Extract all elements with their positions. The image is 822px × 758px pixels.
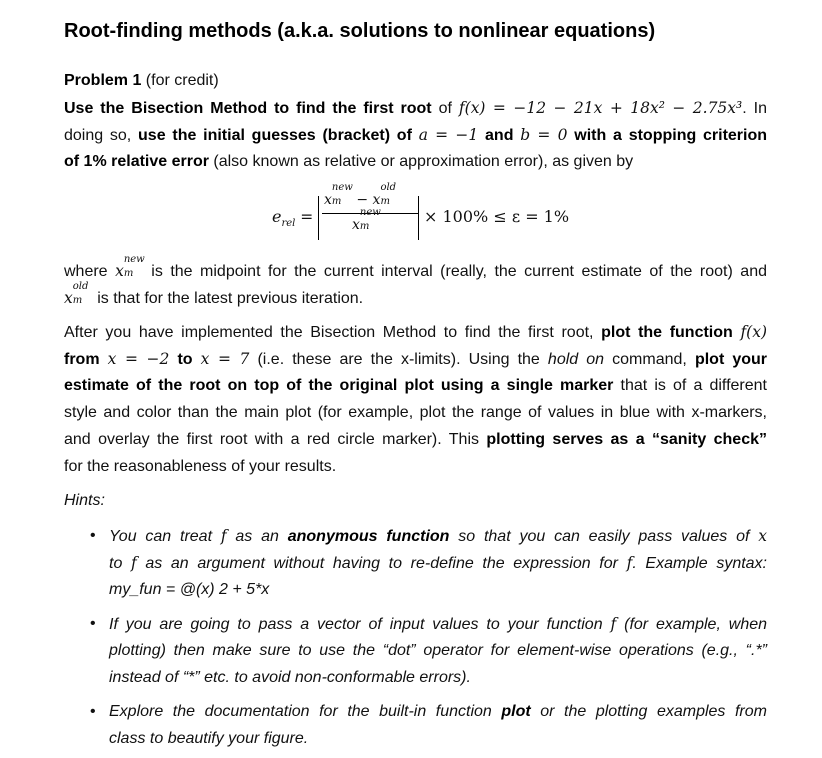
problem-heading-bold: Problem 1 (64, 72, 142, 89)
problem-line3-text: (also known as relative or approximation error), as given by (208, 153, 634, 170)
hints-label: Hints: (64, 492, 105, 509)
hint-3-line-2: class to beautify your figure. (109, 730, 309, 747)
problem-line-3 (64, 153, 633, 171)
problem-line3-bold: of 1% relative error (64, 153, 209, 170)
para2-line-1: After you have implemented the Bisection Method to find the first root, plot the function f(x) (64, 323, 768, 341)
para2-line-4: style and color than the main plot (for example, plot the range of values in blue with x-markers, (64, 404, 767, 421)
para2-line-6: for the reasonableness of your results. (64, 458, 337, 475)
bullet-1: • (90, 527, 96, 544)
where-line-1 (64, 254, 768, 281)
problem-line2-bold3: with a stopping criterion (574, 127, 768, 144)
abs-bar-left (318, 196, 319, 240)
equation-lhs: $e_{rel}$ = (272, 207, 314, 230)
hint-2-line-3: instead of “*” etc. to avoid non-conformable errors). (109, 669, 471, 686)
problem-line2-bold1: use the initial guesses (bracket) of (138, 127, 412, 144)
problem-line-1 (64, 99, 767, 118)
bullet-2: • (90, 615, 96, 632)
hint-2-line-1: If you are going to pass a vector of input values to your function f (for example, when (109, 615, 768, 633)
bracket-a: a = −1 (418, 126, 479, 144)
hint-3-line-1: Explore the documentation for the built-in function plot or the plotting examples from (109, 703, 767, 720)
hint-2-line-2: plotting) then make sure to use the “dot” operator for element-wise operations (e.g., “.*” (109, 642, 767, 659)
problem-line1-bold: Use the Bisection Method to find the first root (64, 100, 432, 117)
x-new-symbol: x new m (115, 254, 145, 280)
problem-heading (64, 72, 219, 90)
where-line1-a: where (64, 263, 116, 280)
abs-bar-right (418, 196, 419, 240)
function-expression: f(x) = −12 − 21x + 18x² − 2.75x³ (458, 99, 743, 117)
para2-line-3: estimate of the root on top of the original plot using a single marker that is of a different (64, 377, 767, 394)
hint-1-line-2: to f as an argument without having to re-define the expression for f. Example syntax: (109, 554, 768, 572)
problem-line2-pre: doing so, (64, 127, 139, 144)
bullet-3: • (90, 703, 96, 720)
para2-line-5: and overlay the first root with a red circle marker). This plotting serves as a “sanity check” (64, 431, 767, 448)
x-old-symbol: x old m (64, 281, 89, 307)
problem-line-2 (64, 126, 767, 145)
hint-1-code-example: my_fun = @(x) 2 + 5*x (109, 581, 270, 598)
problem-heading-rest: (for credit) (141, 72, 219, 89)
relative-error-equation (272, 182, 572, 242)
equation-rhs: × 100% ≤ ε = 1% (424, 207, 570, 226)
problem-line2-bold2: and (485, 127, 514, 144)
bracket-b: b = 0 (520, 126, 568, 144)
page-title: Root-finding methods (a.k.a. solutions to nonlinear equations) (64, 20, 656, 42)
problem-line1-end: . In (742, 100, 767, 117)
where-line1-b: is the midpoint for the current interval (really, the current estimate of the root) and (143, 263, 768, 280)
equation-denominator: x new m (352, 207, 381, 233)
hint-1-line-1: You can treat f as an anonymous function so that you can easily pass values of x (109, 527, 767, 545)
para2-line-2: from x = −2 to x = 7 (i.e. these are the x-limits). Using the hold on command, plot your (64, 350, 768, 368)
where-line-2 (64, 281, 364, 308)
problem-line1-text: of (431, 100, 459, 117)
equation-numerator: x new m − x old m (324, 182, 397, 208)
where-line2-b: is that for the latest previous iteration. (92, 290, 364, 307)
